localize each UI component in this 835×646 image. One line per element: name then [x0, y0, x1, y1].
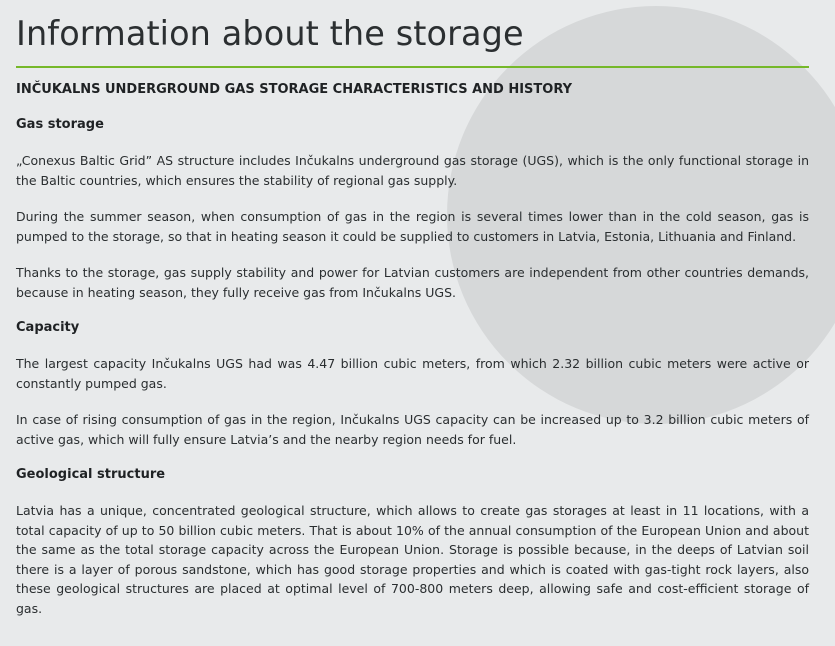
- capacity-paragraph-1: The largest capacity Inčukalns UGS had was 4.47 billion cubic meters, from which 2.32 billion cubic meters were active or constantly pumped gas.: [16, 356, 809, 391]
- gas-storage-paragraph-1: „Conexus Baltic Grid” AS structure includes Inčukalns underground gas storage (UGS), which is the only functional storage in the Baltic countries, which ensures the stability of regional gas supply.: [16, 153, 809, 188]
- capacity-paragraph-2: In case of rising consumption of gas in the region, Inčukalns UGS capacity can be increased up to 3.2 billion cubic meters of active gas, which will fully ensure Latvia’s and the nearby region needs for fuel.: [16, 412, 809, 447]
- section-heading-geological-structure: Geological structure: [16, 467, 166, 482]
- gas-storage-paragraph-3: Thanks to the storage, gas supply stability and power for Latvian customers are independent from other countries demands, because in heating season, they fully receive gas from Inčukalns UGS.: [16, 265, 809, 300]
- section-heading-capacity: Capacity: [16, 320, 80, 335]
- section-heading-gas-storage: Gas storage: [16, 117, 104, 132]
- geological-structure-paragraph-1: Latvia has a unique, concentrated geological structure, which allows to create gas storages at least in 11 locations, with a total capacity of up to 50 billion cubic meters. That is about 10% of the annual consumption of the European Union and about the same as the total storage capacity across the European Union. Storage is possible because, in the deeps of Latvian soil there is a layer of porous sandstone, which has good storage properties and which is coated with gas-tight rock layers, also these geological structures are placed at optimal level of 700-800 meters deep, allowing safe and cost-efficient storage of gas.: [16, 503, 809, 616]
- title-divider: [16, 66, 809, 68]
- page-subtitle: INČUKALNS UNDERGROUND GAS STORAGE CHARACTERISTICS AND HISTORY: [16, 82, 573, 97]
- page-title: Information about the storage: [16, 14, 524, 53]
- main-content: [16, 0, 809, 618]
- gas-storage-paragraph-2: During the summer season, when consumption of gas in the region is several times lower than in the cold season, gas is pumped to the storage, so that in heating season it could be supplied to customers in Latvia, Estonia, Lithuania and Finland.: [16, 209, 809, 244]
